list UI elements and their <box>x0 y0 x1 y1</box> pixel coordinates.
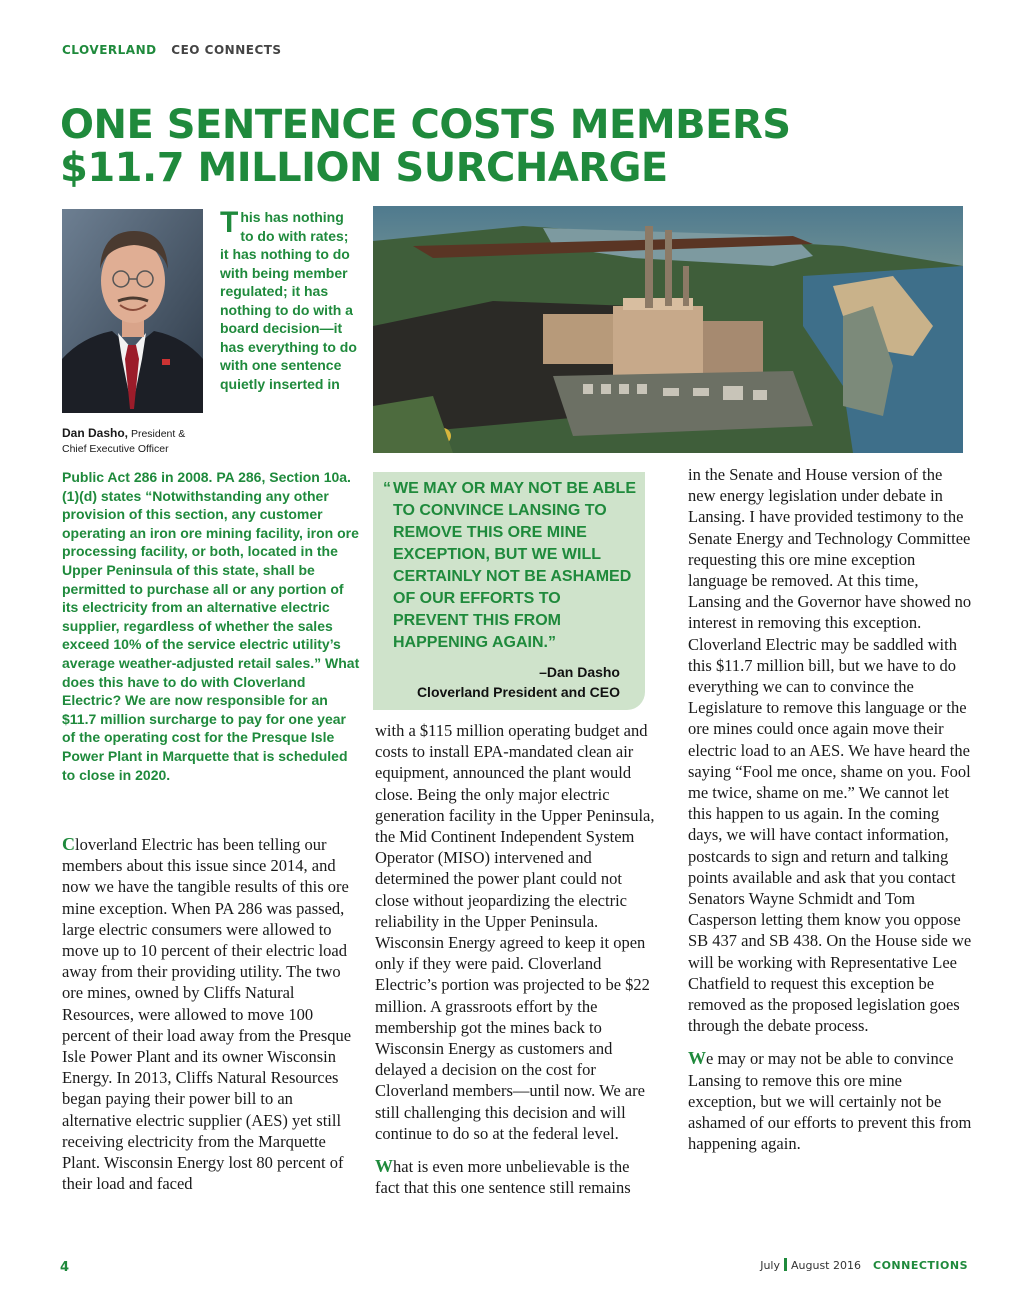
power-plant-aerial-photo <box>373 206 963 453</box>
footer-divider <box>784 1258 787 1271</box>
col1-text: loverland Electric has been telling our members about this issue since 2014, and now we have the tangible results of this ore mine exception. When PA 286 was passed, large electric consumers were allowed to move up to 10 percent of their electric load away from their providing utility. The two ore mines, owned by Cliffs Natural Resources, were allowed to move 100 percent of their load away from the Presque Isle Power Plant and its owner Wisconsin Energy. In 2013, Cliffs Natural Resources began paying their power bill to an alternative electric supplier (AES) yet still receiving electricity from the Marquette Plant. Wisconsin Energy lost 80 percent of their load and faced <box>62 835 352 1194</box>
caption-title-1: President & <box>130 428 186 440</box>
caption-title-2: Chief Executive Officer <box>62 443 169 455</box>
lead-paragraph-continued: Public Act 286 in 2008. PA 286, Section 10a. (1)(d) states “Notwithstanding any other provision of this section, any customer operating an iron ore mining facility, iron ore processing facility, or both, located in the Upper Peninsula of this state, shall be permitted to purchase all or any portion of its electricity from an alternative electric supplier, regardless of whether the sales exceed 10% of the service electric utility’s average weather-adjusted retail sales.” What does this have to do with Cloverland Electric? We are now responsible for an $11.7 million surcharge to pay for one year of the operating cost for the Presque Isle Power Plant in Marquette that is scheduled to close in 2020. <box>62 469 360 783</box>
running-header <box>62 43 282 57</box>
pull-quote-box <box>373 472 645 710</box>
header-section: CEO CONNECTS <box>171 43 282 57</box>
col1-paragraph <box>62 834 362 1194</box>
col3-text-2: e may or may not be able to convince Lansing to remove this ore mine exception, but we will certainly not be ashamed of our efforts to prevent this from happening again. <box>688 1049 972 1154</box>
col3-paragraph-1: in the Senate and House version of the new energy legislation under debate in Lansing. I have provided testimony to the Senate Energy and Technology Committee requesting this ore mine exception language be removed. At this time, Lansing and the Governor have showed no interest in removing this exception. Cloverland Electric may be saddled with this $11.7 million bill, but we have to do everything we can to convince the Legislature to remove this language or the ore mines could once again move their electric load to an AES. We have heard the saying “Fool me once, shame on you. Fool me twice, shame on me.” We cannot let this happen to us again. In the coming days, we will have contact information, postcards to sign and return and talking points available and ask that you contact Senators Wayne Schmidt and Tom Casperson letting them know you oppose SB 437 and SB 438. On the House side we will be working with Representative Lee Chatfield to request this exception be removed as the proposed legislation goes through the debate process. <box>688 465 972 1036</box>
col2-paragraph-2 <box>375 1156 655 1198</box>
lead-text-a: his has nothing to do with rates; it has nothing to do with being member regulated; it has nothing to do with a board decision—it has everything to do with one sentence quietly inserted in <box>220 209 357 392</box>
article-headline <box>60 104 791 190</box>
col1-dropcap: C <box>62 834 75 854</box>
column-1-body <box>62 834 362 1206</box>
footer-publication: CONNECTIONS <box>873 1259 968 1272</box>
pull-quote-author-title: Cloverland President and CEO <box>416 684 620 700</box>
column-2-body <box>375 720 655 1210</box>
col2-dropcap: W <box>375 1156 393 1177</box>
headline-line-1: ONE SENTENCE COSTS MEMBERS <box>60 102 791 148</box>
header-brand: CLOVERLAND <box>62 43 157 57</box>
lead-dropcap: T <box>220 206 239 239</box>
col2-paragraph-1: with a $115 million operating budget and costs to install EPA-mandated clean air equipment, announced the plant would close. Being the only major electric generation facility in the Upper Peninsula, the Mid Continent Independent System Operator (MISO) intervened and determined the power plant could not close without jeopardizing the electric reliability in the Upper Peninsula. Wisconsin Energy agreed to keep it open only if they were paid. Cloverland Electric’s portion was projected to be $22 million. A grassroots effort by the membership got the mines back to Wisconsin Energy as customers and delayed a decision on the cost for Cloverland members—until now. We are still challenging this decision and will continue to do so at the federal level. <box>375 721 655 1143</box>
caption-name: Dan Dasho, <box>62 426 129 440</box>
footer-month-2: August 2016 <box>791 1259 861 1272</box>
pull-quote-attribution <box>417 662 620 702</box>
col3-paragraph-2 <box>688 1048 973 1154</box>
portrait-caption <box>62 426 212 457</box>
page-number: 4 <box>60 1260 70 1275</box>
ceo-portrait-photo <box>62 209 203 413</box>
col2-text-2: hat is even more unbelievable is the fact that this one sentence still remains <box>375 1157 631 1198</box>
pull-quote-body: WE MAY OR MAY NOT BE ABLE TO CONVINCE LANSING TO REMOVE THIS ORE MINE EXCEPTION, BUT WE WILL CERTAINLY NOT BE ASHAMED OF OUR EFFORTS TO PREVENT THIS FROM HAPPENING AGAIN.” <box>393 480 636 651</box>
pull-quote-text <box>383 478 638 654</box>
pull-quote-open-mark: “ <box>383 480 391 497</box>
column-3-body <box>688 464 973 1167</box>
pull-quote-author: –Dan Dasho <box>539 664 620 680</box>
col3-dropcap: W <box>688 1048 706 1069</box>
lead-paragraph-start <box>220 208 360 393</box>
footer-month-1: July <box>760 1259 780 1272</box>
headline-line-2: $11.7 MILLION SURCHARGE <box>60 145 668 191</box>
footer-issue <box>760 1258 968 1272</box>
